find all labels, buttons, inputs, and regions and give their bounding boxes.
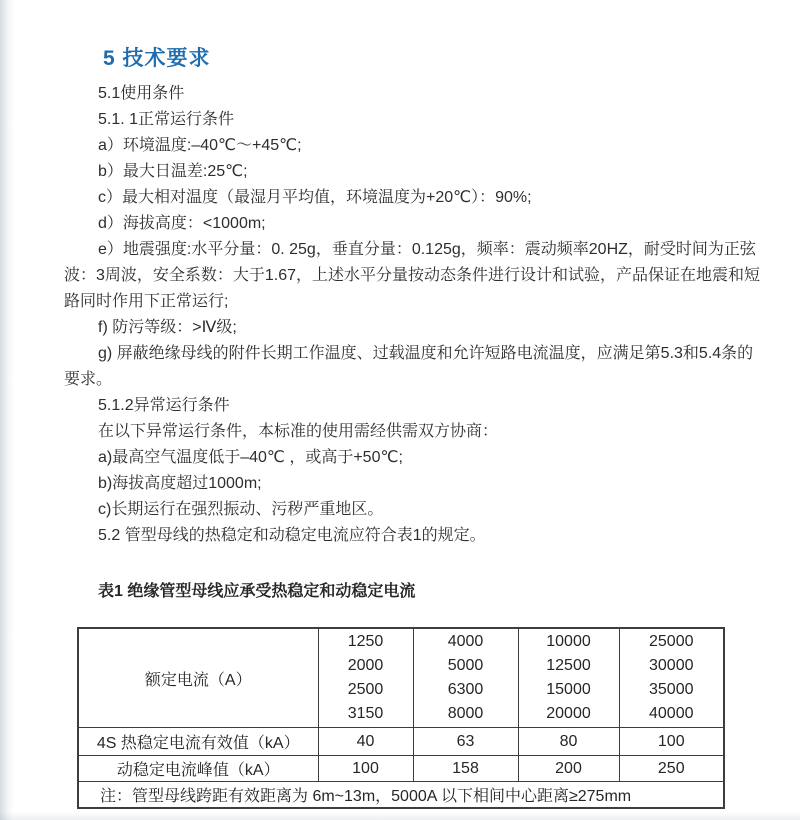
- rated-value: 20000: [546, 705, 591, 722]
- rated-value: 35000: [649, 681, 694, 698]
- body-text-block: [64, 81, 761, 549]
- rated-value: 8000: [447, 705, 484, 722]
- text-line-item-e-cont-1: 波：3周波，安全系数：大于1.67，上述水平分量按动态条件进行设计和试验，产品保证在地震和短: [64, 267, 761, 284]
- thermal-stability-value: 80: [518, 728, 619, 756]
- text-line-5-1-2: 5.1.2异常运行条件: [98, 397, 230, 414]
- rated-value: 4000: [447, 633, 484, 650]
- text-line-item-b: b）最大日温差:25℃;: [98, 163, 248, 180]
- text-line-item-g-cont: 要求。: [64, 371, 113, 388]
- table1-current-ratings: [77, 627, 725, 809]
- dynamic-stability-value: 200: [518, 756, 619, 782]
- rated-value: 30000: [649, 657, 694, 674]
- rated-value: 2500: [347, 681, 384, 698]
- dynamic-stability-value: 250: [619, 756, 724, 782]
- rated-value: 6300: [447, 681, 484, 698]
- rated-current-col-2: [413, 628, 518, 728]
- rated-value: 15000: [546, 681, 591, 698]
- rated-current-label: 额定电流（A）: [78, 628, 318, 728]
- text-line-5-2: 5.2 管型母线的热稳定和动稳定电流应符合表1的规定。: [98, 527, 486, 544]
- text-line-item-g: g) 屏蔽绝缘母线的附件长期工作温度、过载温度和允许短路电流温度，应满足第5.3和5.4条的: [98, 345, 754, 362]
- rated-value: 12500: [546, 657, 591, 674]
- table-caption: 表1 绝缘管型母线应承受热稳定和动稳定电流: [98, 583, 416, 600]
- rated-value: 1250: [347, 633, 384, 650]
- rated-current-col-1: [318, 628, 413, 728]
- text-line-item-a: a）环境温度:–40℃～+45℃;: [98, 137, 302, 154]
- text-line-item-c: c）最大相对温度（最湿月平均值，环境温度为+20℃）：90%;: [98, 189, 532, 206]
- scan-edge-shadow-bottom: [0, 812, 800, 820]
- dynamic-stability-value: 158: [413, 756, 518, 782]
- text-line-abnormal-c: c)长期运行在强烈振动、污秽严重地区。: [98, 501, 384, 518]
- text-line-5-1-1: 5.1. 1正常运行条件: [98, 111, 235, 128]
- rated-value: 40000: [649, 705, 694, 722]
- thermal-stability-value: 100: [619, 728, 724, 756]
- text-line-item-f: f) 防污等级：>Ⅳ级;: [98, 319, 237, 336]
- rated-current-col-4: [619, 628, 724, 728]
- dynamic-stability-row: [78, 756, 724, 782]
- text-line-item-e: e）地震强度:水平分量：0. 25g，垂直分量：0.125g，频率：震动频率20HZ，耐受时间为正弦: [98, 241, 756, 258]
- table-note: 注：管型母线跨距有效距离为 6m~13m，5000A 以下相间中心距离≥275mm: [78, 782, 724, 809]
- thermal-stability-label: 4S 热稳定电流有效值（kA）: [78, 728, 318, 756]
- dynamic-stability-value: 100: [318, 756, 413, 782]
- thermal-stability-value: 40: [318, 728, 413, 756]
- rated-value: 3150: [347, 705, 384, 722]
- text-line-item-d: d）海拔高度：<1000m;: [98, 215, 266, 232]
- dynamic-stability-label: 动稳定电流峰值（kA）: [78, 756, 318, 782]
- thermal-stability-value: 63: [413, 728, 518, 756]
- text-line-abnormal-a: a)最高空气温度低于–40℃ ，或高于+50℃;: [98, 449, 403, 466]
- text-line-5-1: 5.1使用条件: [98, 85, 185, 102]
- table-note-row: [78, 782, 724, 809]
- rated-current-col-3: [518, 628, 619, 728]
- text-line-item-e-cont-2: 路同时作用下正常运行;: [64, 293, 229, 310]
- rated-value: 25000: [649, 633, 694, 650]
- text-line-abnormal-intro: 在以下异常运行条件，本标准的使用需经供需双方协商：: [98, 423, 499, 440]
- rated-current-row: [78, 628, 724, 728]
- rated-value: 2000: [347, 657, 384, 674]
- section-heading: 5 技术要求: [103, 47, 211, 70]
- rated-value: 5000: [447, 657, 484, 674]
- thermal-stability-row: [78, 728, 724, 756]
- text-line-abnormal-b: b)海拔高度超过1000m;: [98, 475, 262, 492]
- rated-value: 10000: [546, 633, 591, 650]
